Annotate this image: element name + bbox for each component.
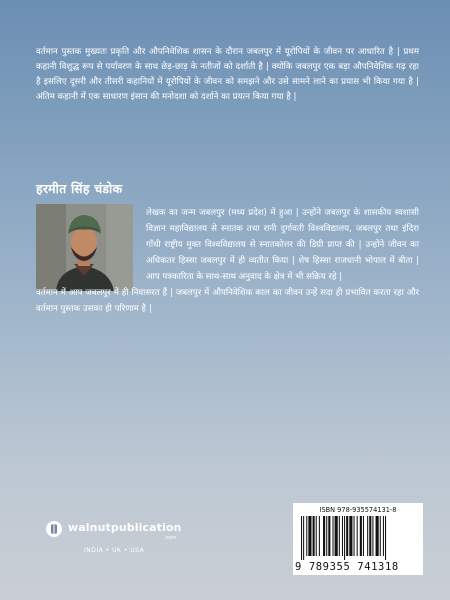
barcode-bar: [316, 516, 317, 556]
barcode-bar: [344, 516, 345, 560]
isbn-label: ISBN 978-935574131-8: [319, 506, 397, 514]
author-bio-continued: वर्तमान में आप जबलपुर में ही निवासरत हैं | जबलपुर में औपनिवेशिक काल का जीवन उन्हें सदा ही प्रभावित करता रहा और वर्तमान पुस्तक उसका ही परिणाम है |: [36, 288, 419, 314]
isbn-barcode: [293, 503, 423, 575]
barcode-bar: [303, 516, 304, 560]
barcode-bar: [306, 516, 307, 556]
barcode-bar: [326, 516, 327, 556]
barcode-bar: [376, 516, 379, 556]
barcode-bar: [354, 516, 355, 556]
barcode-bar: [335, 516, 338, 556]
barcode-bar: [369, 516, 371, 556]
barcode-bar: [346, 516, 348, 556]
barcode-bar: [372, 516, 373, 556]
author-bio: [36, 205, 419, 317]
publisher-regions: INDIA • UK • USA: [84, 547, 145, 554]
barcode-bar: [342, 516, 343, 556]
publisher-domain: .com: [164, 535, 177, 541]
barcode-bar: [323, 516, 325, 556]
barcode-bar: [367, 516, 368, 556]
barcode-bar: [385, 516, 386, 560]
book-synopsis: वर्तमान पुस्तक मुख्यतः प्रकृति और औपनिवेशिक शासन के दौरान जबलपुर में यूरोपियों के जीवन पर आधारित है | प्रथम कहानी विशुद्ध रूप से पर्यावरण के साथ छेड़-छाड़ के नतीजों को दर्शाती है | क्योंकि जबलपुर एक बड़ा औपनिवेशिक गढ़ रहा है इसलिए दूसरी और तीसरी कहानियों में यूरोपियों के जीवन को समझने और उसे सामने लाने का प्रयास भी किया गया है | अंतिम कहानी में एक साधारण इंसान की मनोदशा को दर्शाने का प्रयत्न किया गया है |: [36, 47, 419, 102]
barcode-bar: [333, 516, 334, 556]
walnut-logo-icon: [46, 521, 62, 537]
barcode-bar: [319, 516, 320, 556]
author-name: हरमीत सिंह चंडोक: [36, 181, 123, 196]
barcode-bar: [349, 516, 352, 556]
barcode-bar: [328, 516, 330, 556]
barcode-bar: [363, 516, 364, 556]
barcode-bar: [383, 516, 384, 556]
barcode-bar: [339, 516, 340, 556]
publisher-name: walnutpublication: [68, 521, 182, 534]
publisher-logo: [46, 521, 62, 537]
barcode-bar: [301, 516, 302, 560]
barcode-bar: [360, 516, 362, 556]
barcode-digits: 9 789355 741318: [295, 561, 399, 573]
barcode-bars: [301, 516, 417, 560]
author-bio-paragraph: लेखक का जन्म जबलपुर (मध्य प्रदेश) में हुआ | उन्होंने जबलपुर के शासकीय स्वशासी विज्ञान महाविद्यालय से स्नातक तथा रानी दुर्गावती विश्वविद्यालय, जबलपुर तथा इंदिरा गाँधी राष्ट्रीय मुक्त विश्वविद्यालय से स्नातकोत्तर की डिग्री प्राप्त की | उन्होंने जीवन का अधिकतर हिस्सा जबलपुर में ही व्यतीत किया | शेष हिस्सा राजधानी भोपाल में बीता | आप पत्रकारिता के साथ-साथ अनुवाद के क्षेत्र में भी सक्रिय रहे |: [146, 208, 419, 282]
barcode-bar: [313, 516, 315, 556]
barcode-bar: [308, 516, 311, 556]
barcode-bar: [357, 516, 358, 556]
barcode-bar: [380, 516, 381, 556]
